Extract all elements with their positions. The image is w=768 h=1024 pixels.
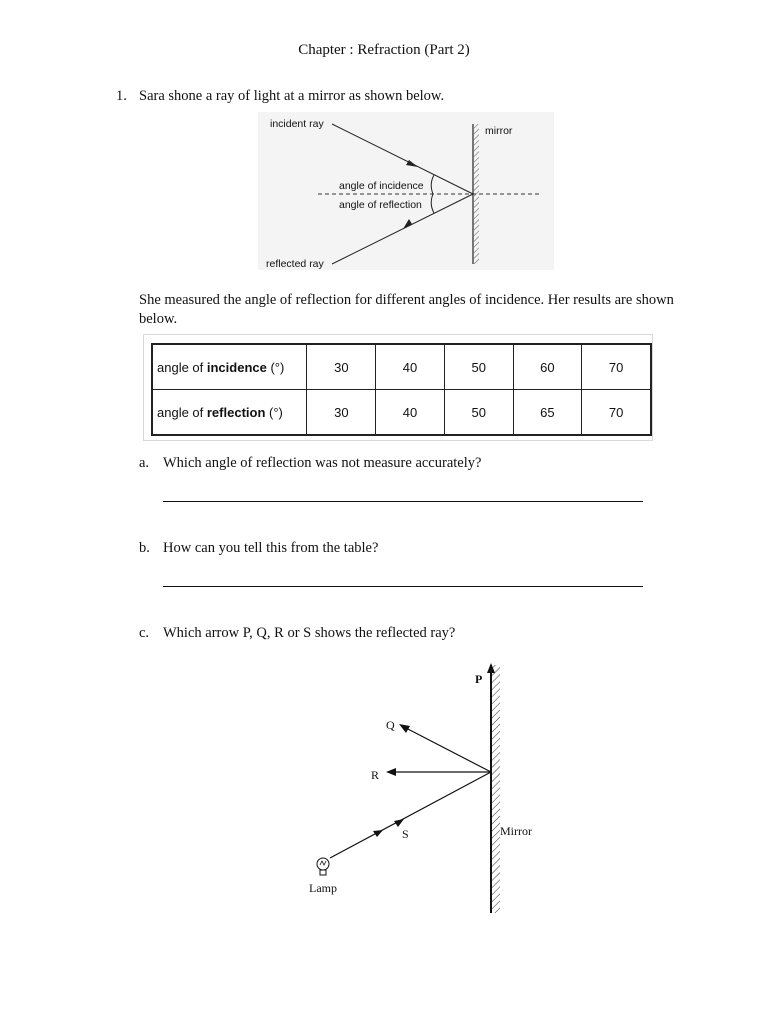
mirror-label: mirror — [485, 125, 513, 137]
table-cell: 50 — [444, 344, 513, 390]
table-cell: 30 — [307, 344, 376, 390]
angle-incidence-label: angle of incidence — [339, 180, 424, 192]
table-cell: 60 — [513, 344, 582, 390]
mirror-label: Mirror — [500, 824, 532, 838]
incident-ray — [330, 772, 491, 858]
table-cell: 40 — [376, 344, 445, 390]
arrows-pqrs-figure — [300, 655, 560, 920]
table-cell: 65 — [513, 390, 582, 436]
question-text: Sara shone a ray of light at a mirror as shown below. — [139, 88, 445, 104]
row-header-reflection: angle of reflection (°) — [152, 390, 307, 436]
arrow-q — [404, 727, 491, 772]
part-b-answer-line[interactable] — [163, 586, 643, 587]
incident-ray-label: incident ray — [270, 118, 324, 130]
arrow-r-head — [386, 768, 396, 776]
row-header-incidence: angle of incidence (°) — [152, 344, 307, 390]
mirror-hatching — [492, 665, 500, 913]
arrow-s-head — [394, 819, 404, 827]
page-title: Chapter : Refraction (Part 2) — [298, 42, 470, 58]
part-a-answer-line[interactable] — [163, 501, 643, 502]
results-intro: She measured the angle of reflection for different angles of incidence. Her results are shown below. — [139, 292, 674, 327]
label-q: Q — [386, 718, 395, 732]
table-row — [152, 344, 651, 390]
label-r: R — [371, 768, 380, 782]
reflected-ray-label: reflected ray — [266, 258, 324, 270]
results-table — [151, 343, 652, 436]
incident-ray-arrowhead — [373, 830, 383, 837]
label-s: S — [402, 827, 409, 841]
part-b-letter: b. — [139, 540, 150, 556]
lamp-label: Lamp — [309, 881, 337, 895]
part-c-text: Which arrow P, Q, R or S shows the reflected ray? — [163, 625, 456, 641]
table-row — [152, 390, 651, 436]
table-cell: 70 — [582, 344, 651, 390]
table-cell: 50 — [444, 390, 513, 436]
lamp-icon — [317, 858, 329, 875]
table-cell: 70 — [582, 390, 651, 436]
part-a-letter: a. — [139, 455, 150, 471]
part-a-text: Which angle of reflection was not measure accurately? — [163, 455, 482, 471]
table-cell: 30 — [307, 390, 376, 436]
arrow-q-head — [399, 724, 410, 733]
mirror-reflection-figure — [258, 112, 558, 272]
results-table-container — [143, 334, 653, 441]
question-number: 1. — [116, 88, 127, 104]
part-c-letter: c. — [139, 625, 150, 641]
label-p: P — [475, 672, 483, 686]
part-b-text: How can you tell this from the table? — [163, 540, 379, 556]
angle-reflection-label: angle of reflection — [339, 199, 422, 211]
table-cell: 40 — [376, 390, 445, 436]
